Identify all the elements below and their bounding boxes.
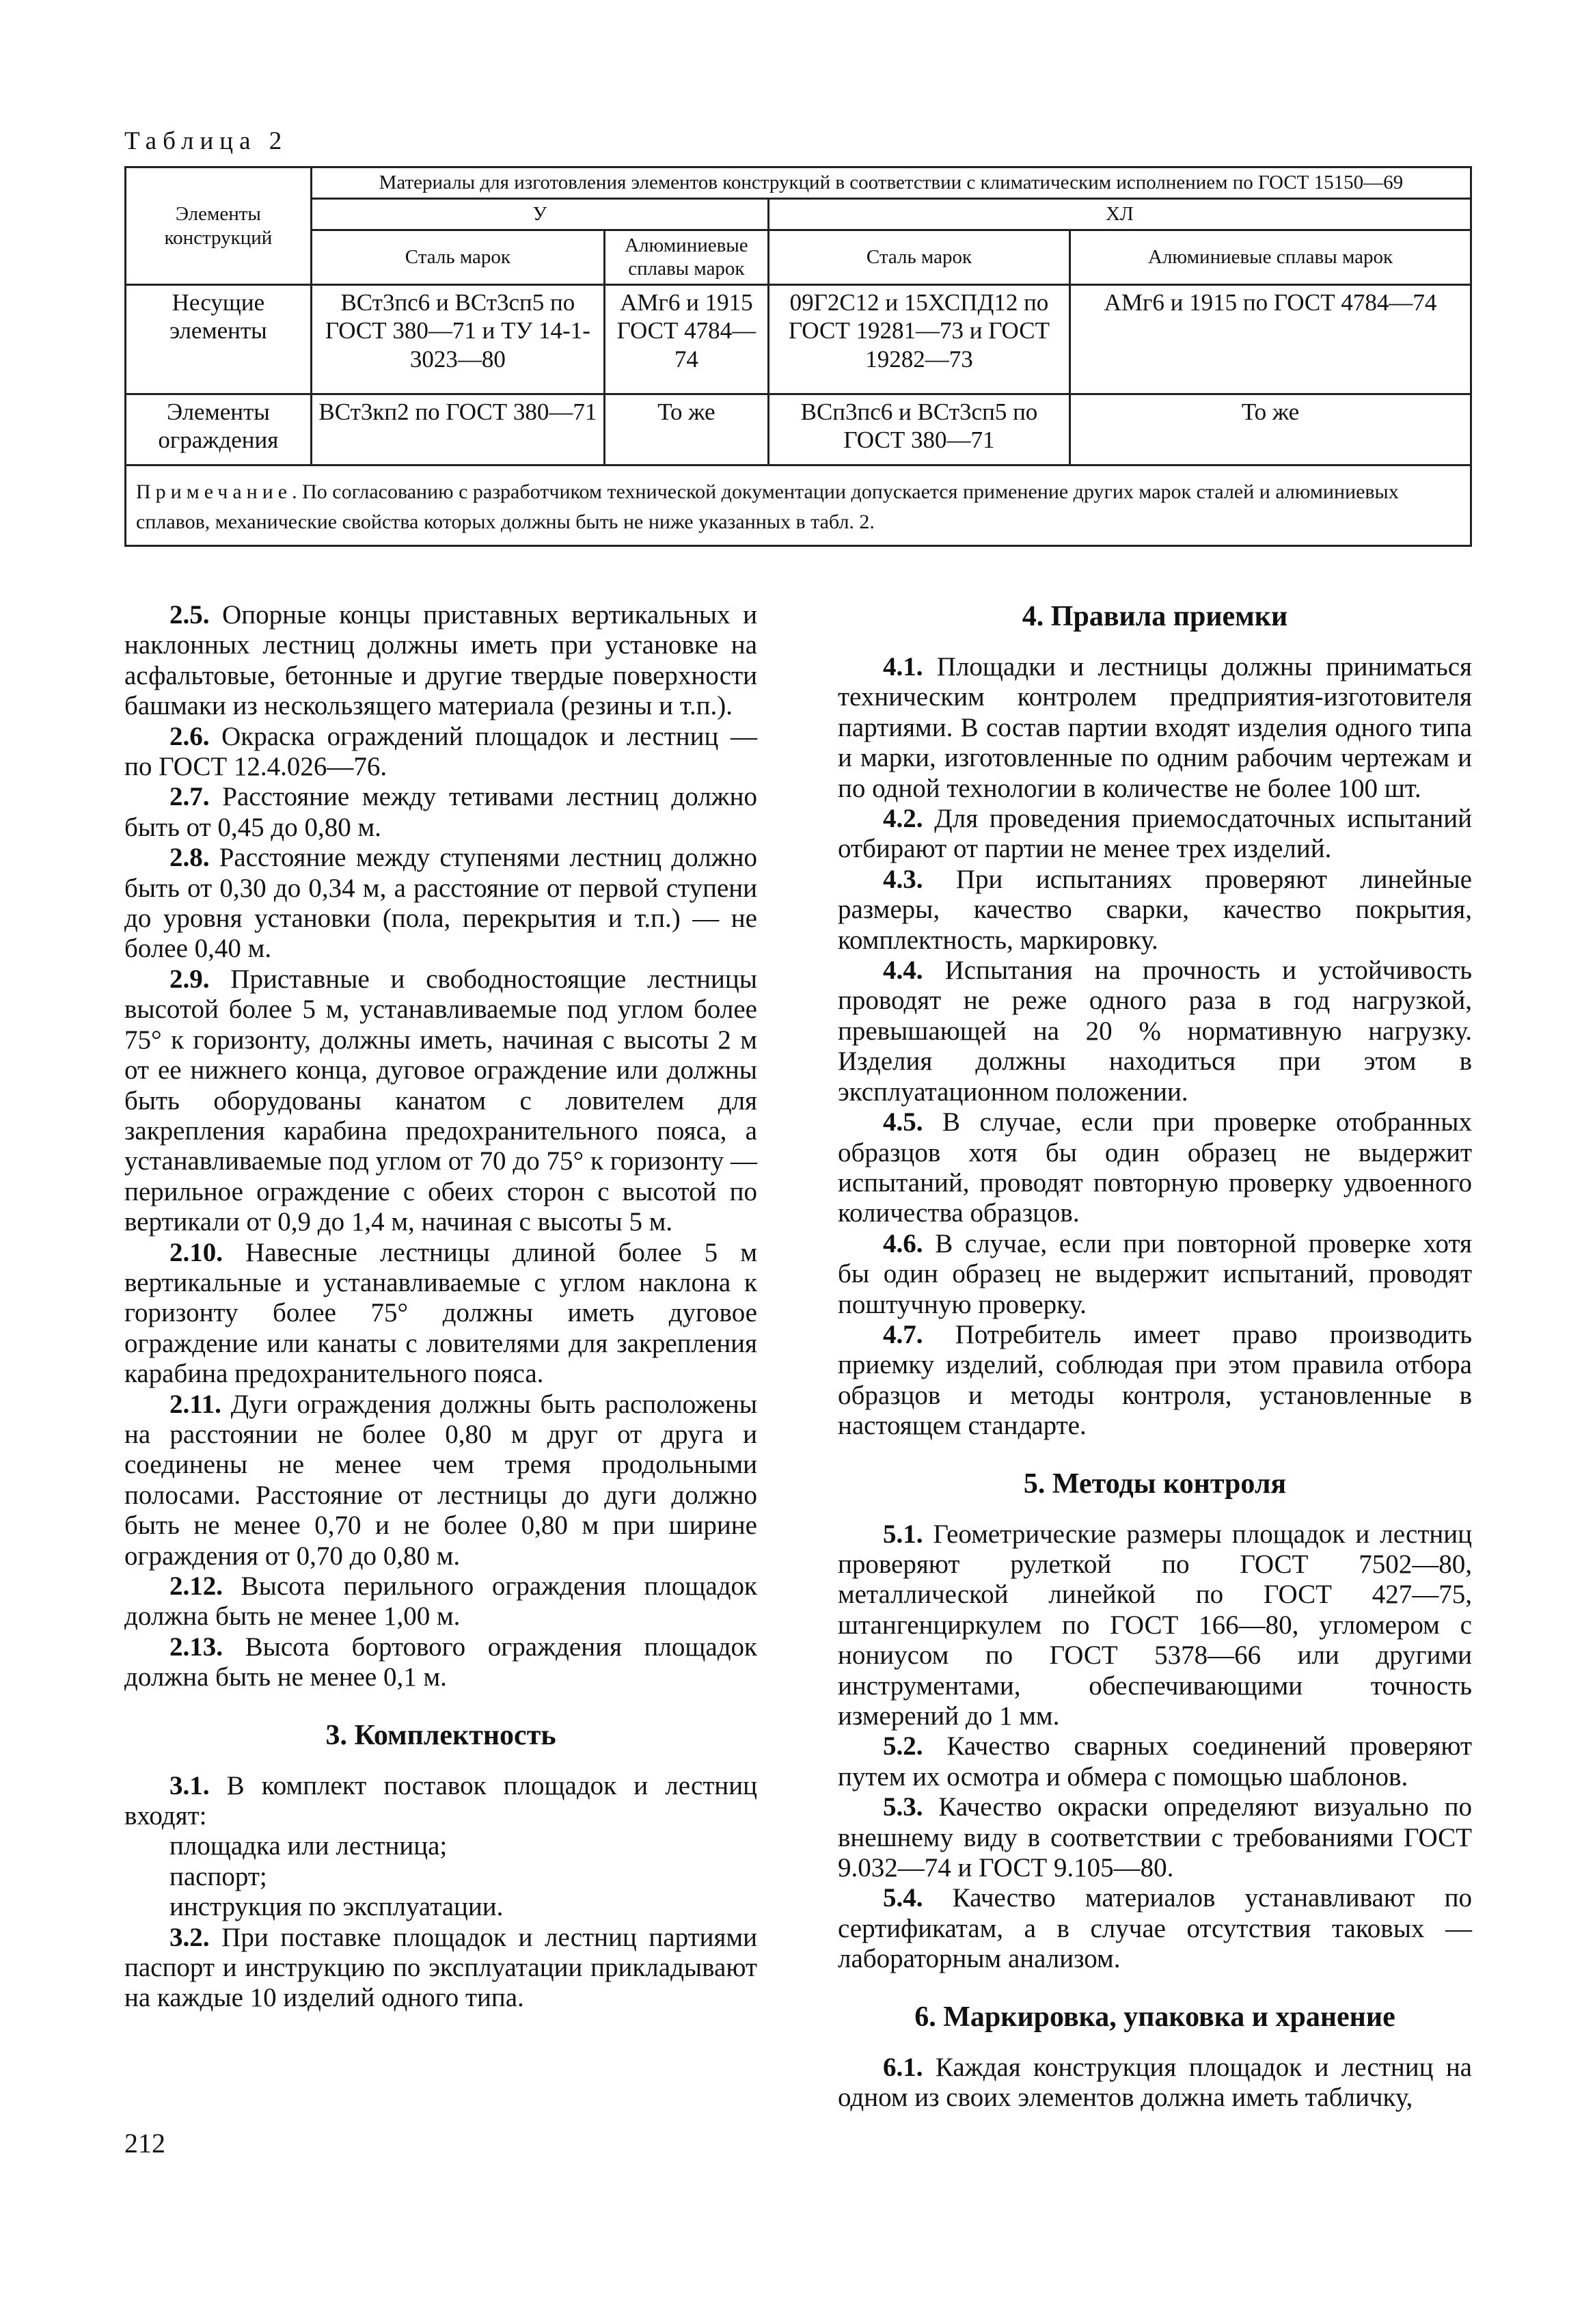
para-3-1: 3.1. В комплект поставок площадок и лестниц входят: — [124, 1770, 757, 1831]
para-2-9: 2.9. Приставные и свободностоящие лестницы высотой более 5 м, устанавливаемые под углом более 75° к горизонту, должны иметь, начиная с высоты 2 м от ее нижнего конца, дуговое ограждение или должны быть оборудованы канатом с ловителем для закрепления карабина предохранительного пояса, а устанавливаемые под углом от 70 до 75° к горизонту — перильное ограждение с обеих сторон с высотой по вертикали от 0,9 до 1,4 м, начиная с высоты 5 м. — [124, 964, 757, 1237]
para-5-4: 5.4. Качество материалов устанавливают по сертификатам, а в случае отсутствия таковых — лабораторным анализом. — [838, 1883, 1472, 1974]
cell-element: Элементы ограждения — [126, 394, 312, 465]
para-3-2: 3.2. При поставке площадок и лестниц партиями паспорт и инструкцию по эксплуатации прикладывают на каждые 10 изделий одного типа. — [124, 1922, 757, 2013]
materials-table — [124, 166, 1472, 547]
para-5-3: 5.3. Качество окраски определяют визуально по внешнему виду в соответствии с требованиями ГОСТ 9.032—74 и ГОСТ 9.105—80. — [838, 1792, 1472, 1883]
note-label: Примечание — [136, 481, 292, 504]
para-2-6: 2.6. Окраска ограждений площадок и лестниц — по ГОСТ 12.4.026—76. — [124, 721, 757, 782]
section-heading-5: 5. Методы контроля — [1023, 1468, 1287, 1500]
note-text: . По согласованию с разработчиком технической документации допускается применение других марок сталей и алюминиевых сплавов, механические свойства которых должны быть не ниже указанных в табл. 2. — [136, 481, 1399, 533]
para-2-7: 2.7. Расстояние между тетивами лестниц должно быть от 0,45 до 0,80 м. — [124, 782, 757, 842]
header-hl-steel: Сталь марок — [768, 230, 1069, 285]
cell-u-steel: ВСт3пс6 и ВСт3сп5 по ГОСТ 380—71 и ТУ 14-1-3023—80 — [311, 285, 604, 394]
para-2-12: 2.12. Высота перильного ограждения площадок должна быть не менее 1,00 м. — [124, 1571, 757, 1632]
cell-element: Несущие элементы — [126, 285, 312, 394]
para-5-2: 5.2. Качество сварных соединений проверяют путем их осмотра и обмера с помощью шаблонов. — [838, 1731, 1472, 1792]
para-2-5: 2.5. Опорные концы приставных вертикальных и наклонных лестниц должны иметь при установке на асфальтовые, бетонные и другие твердые поверхности башмаки из нескользящего материала (резины и т.п.). — [124, 600, 757, 721]
page-number: 212 — [124, 2128, 165, 2159]
para-4-5: 4.5. В случае, если при проверке отобранных образцов хотя бы один образец не выдержит испытаний, проводят повторную проверку удвоенного количества образцов. — [838, 1107, 1472, 1228]
para-2-10: 2.10. Навесные лестницы длиной более 5 м вертикальные и устанавливаемые с углом наклона к горизонту более 75° должны иметь дуговое ограждение или канаты с ловителями для закрепления карабина предохранительного пояса. — [124, 1237, 757, 1389]
para-2-13: 2.13. Высота бортового ограждения площадок должна быть не менее 0,1 м. — [124, 1632, 757, 1692]
cell-hl-steel: 09Г2С12 и 15ХСПД12 по ГОСТ 19281—73 и ГОСТ 19282—73 — [768, 285, 1069, 394]
header-materials: Материалы для изготовления элементов конструкций в соответствии с климатическим исполнением по ГОСТ 15150—69 — [311, 167, 1471, 199]
para-4-6: 4.6. В случае, если при повторной проверке хотя бы один образец не выдержит испытаний, проводят поштучную проверку. — [838, 1228, 1472, 1319]
cell-u-alum: То же — [604, 394, 768, 465]
para-4-7: 4.7. Потребитель имеет право производить приемку изделий, соблюдая при этом правила отбора образцов и методы контроля, установленные в настоящем стандарте. — [838, 1319, 1472, 1441]
para-4-2: 4.2. Для проведения приемосдаточных испытаний отбирают от партии не менее трех изделий. — [838, 804, 1472, 864]
cell-u-steel: ВСт3кп2 по ГОСТ 380—71 — [311, 394, 604, 465]
para-2-11: 2.11. Дуги ограждения должны быть расположены на расстоянии не более 0,80 м друг от друга и соединены не менее чем тремя продольными полосами. Расстояние от лестницы до дуги должно быть не менее 0,70 и не более 0,80 м при ширине ограждения от 0,70 до 0,80 м. — [124, 1389, 757, 1571]
cell-u-alum: АМг6 и 1915 ГОСТ 4784—74 — [604, 285, 768, 394]
section-heading-3: 3. Комплектность — [325, 1719, 556, 1751]
para-4-1: 4.1. Площадки и лестницы должны приниматься техническим контролем предприятия-изготовителя партиями. В состав партии входят изделия одного типа и марки, изготовленные по одним рабочим чертежам и по одной технологии в количестве не более 100 шт. — [838, 652, 1472, 803]
header-elements: Элементы конструкций — [126, 167, 312, 285]
section-heading-4: 4. Правила приемки — [1022, 601, 1288, 632]
list-item: паспорт; — [169, 1861, 267, 1891]
header-u-alum: Алюминиевые сплавы марок — [604, 230, 768, 285]
table-row — [126, 285, 1471, 394]
list-item: инструкция по эксплуатации. — [169, 1892, 504, 1922]
list-item: площадка или лестница; — [169, 1831, 448, 1861]
table-caption: Таблица 2 — [124, 127, 288, 155]
para-2-8: 2.8. Расстояние между ступенями лестниц должно быть от 0,30 до 0,34 м, а расстояние от первой ступени до уровня установки (пола, перекрытия и т.п.) — не более 0,40 м. — [124, 843, 757, 964]
cell-hl-alum: АМг6 и 1915 по ГОСТ 4784—74 — [1070, 285, 1471, 394]
left-column — [124, 600, 757, 2014]
table-note — [126, 465, 1471, 546]
para-4-4: 4.4. Испытания на прочность и устойчивость проводят не реже одного раза в год нагрузкой, превышающей на 20 % нормативную нагрузку. Изделия должны находиться при этом в эксплуатационном положении. — [838, 956, 1472, 1107]
cell-hl-steel: ВСп3пс6 и ВСт3сп5 по ГОСТ 380—71 — [768, 394, 1069, 465]
table-row — [126, 394, 1471, 465]
header-u-steel: Сталь марок — [311, 230, 604, 285]
header-climate-u: У — [311, 198, 768, 230]
header-hl-alum: Алюминиевые сплавы марок — [1070, 230, 1471, 285]
header-climate-hl: ХЛ — [768, 198, 1471, 230]
para-6-1: 6.1. Каждая конструкция площадок и лестниц на одном из своих элементов должна иметь табличку, — [838, 2052, 1472, 2113]
para-4-3: 4.3. При испытаниях проверяют линейные размеры, качество сварки, качество покрытия, комплектность, маркировку. — [838, 864, 1472, 955]
para-5-1: 5.1. Геометрические размеры площадок и лестниц проверяют рулеткой по ГОСТ 7502—80, металлической линейкой по ГОСТ 427—75, штангенциркулем по ГОСТ 166—80, угломером с нониусом по ГОСТ 5378—66 или другими инструментами, обеспечивающими точность измерений до 1 мм. — [838, 1519, 1472, 1731]
right-column — [838, 600, 1472, 2113]
cell-hl-alum: То же — [1070, 394, 1471, 465]
section-heading-6: 6. Маркировка, упаковка и хранение — [914, 2001, 1395, 2033]
